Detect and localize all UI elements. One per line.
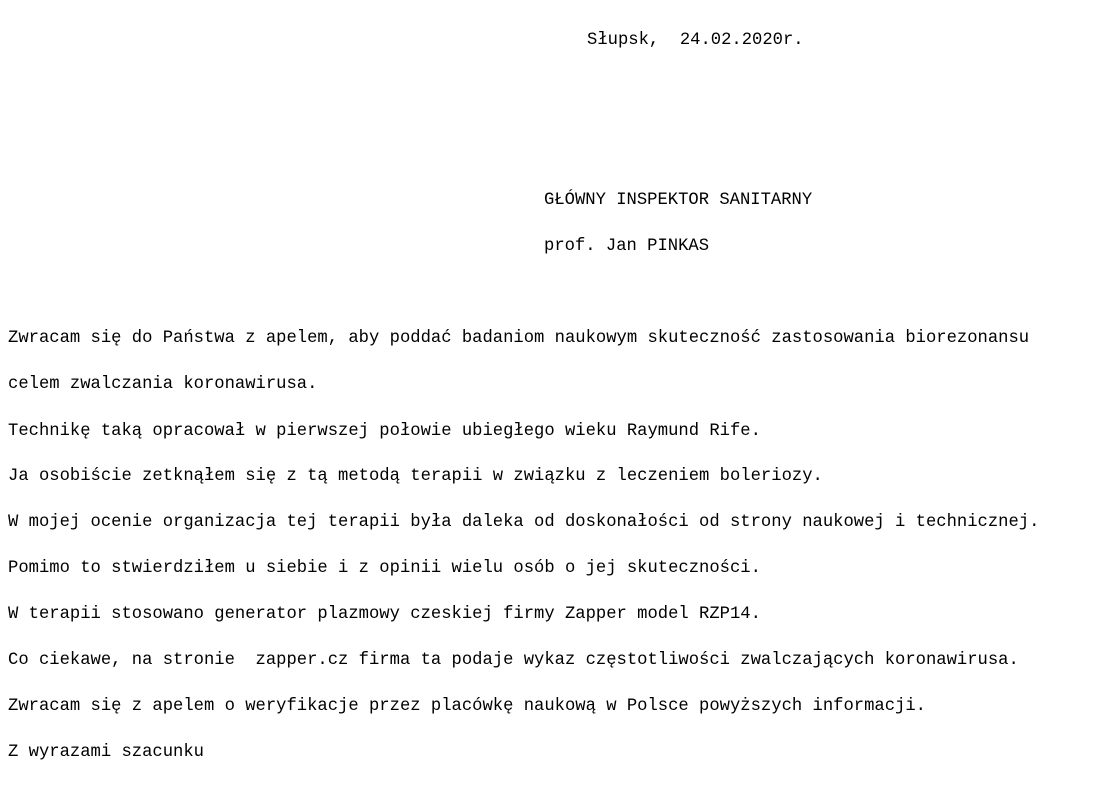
place-date: Słupsk, 24.02.2020r. — [587, 31, 804, 50]
closing-line: Z wyrazami szacunku — [8, 743, 204, 762]
body-line: celem zwalczania koronawirusa. — [8, 375, 318, 394]
body-line: Zwracam się do Państwa z apelem, aby poddać badaniom naukowym skuteczność zastosowania biorezonansu — [8, 329, 1030, 348]
addressee-title: GŁÓWNY INSPEKTOR SANITARNY — [544, 191, 813, 210]
body-line: W mojej ocenie organizacja tej terapii była daleka od doskonałości od strony naukowej i technicznej. — [8, 513, 1040, 532]
body-line: Ja osobiście zetknąłem się z tą metodą terapii w związku z leczeniem boleriozy. — [8, 467, 823, 486]
body-line: Co ciekawe, na stronie zapper.cz firma ta podaje wykaz częstotliwości zwalczających koronawirusa. — [8, 651, 1019, 670]
body-line: Zwracam się z apelem o weryfikacje przez placówkę naukową w Polsce powyższych informacji. — [8, 697, 926, 716]
body-line: Pomimo to stwierdziłem u siebie i z opinii wielu osób o jej skuteczności. — [8, 559, 761, 578]
addressee-name: prof. Jan PINKAS — [544, 237, 710, 256]
body-line: Technikę taką opracował w pierwszej połowie ubiegłego wieku Raymund Rife. — [8, 422, 761, 441]
body-line: W terapii stosowano generator plazmowy czeskiej firmy Zapper model RZP14. — [8, 605, 761, 624]
